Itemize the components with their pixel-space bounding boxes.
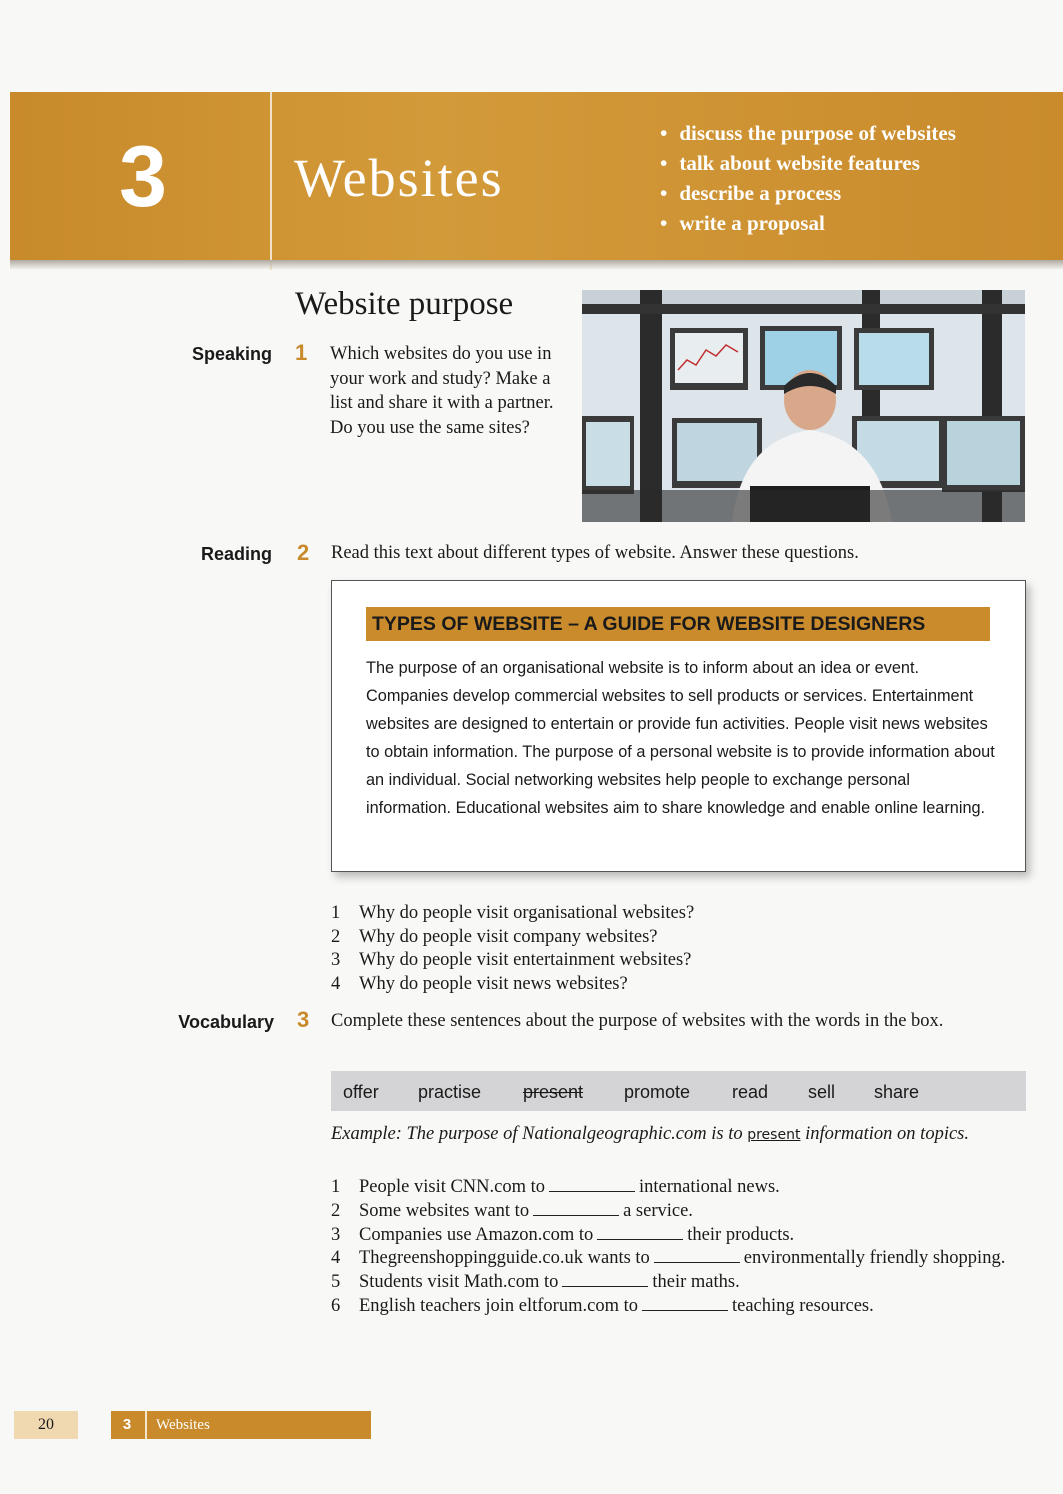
reading-box-text: The purpose of an organisational website is to inform about an idea or event. Companies develop commercial websites to sell products or services. Entertainment websites are designed to entertain or provide fun activities. People visit news websites to obtain information. The purpose of a personal website is to provide information about an individual. Social networking websites help people to exchange personal information. Educational websites aim to share knowledge and enable online learning.: [366, 659, 995, 817]
sentence-number: 1: [331, 1177, 341, 1197]
question-number: 1: [331, 903, 341, 923]
sentence-number: 3: [331, 1224, 341, 1245]
sentence-after: international news.: [639, 1177, 780, 1197]
sentence-after: a service.: [623, 1200, 693, 1221]
list-item: [331, 1200, 1021, 1224]
list-item: [331, 1271, 1021, 1295]
list-item: [331, 1295, 1021, 1319]
word-item: promote: [624, 1082, 691, 1102]
photo-illustration: [582, 290, 1025, 522]
reading-label: Reading: [200, 544, 272, 564]
list-item: [331, 1176, 1021, 1200]
question-text: Why do people visit company websites?: [359, 926, 658, 947]
list-item: [331, 1247, 1021, 1271]
objective-item: • describe a process: [660, 178, 956, 208]
trading-desk-photo: [582, 290, 1025, 522]
footer-bar: [111, 1411, 371, 1439]
gap-fill-sentences: [331, 1176, 1021, 1319]
exercise-number: 2: [297, 540, 310, 565]
header-divider: [270, 92, 272, 270]
reading-box-title: TYPES OF WEBSITE – A GUIDE FOR WEBSITE DESIGNERS: [366, 607, 990, 641]
question-text: Why do people visit organisational websites?: [359, 903, 695, 923]
sentence-before: Some websites want to: [359, 1200, 530, 1221]
exercise-number: 1: [295, 340, 308, 365]
question-number: 3: [331, 950, 341, 970]
page-number: 20: [14, 1411, 78, 1439]
sentence-after: their products.: [687, 1224, 795, 1245]
question-text: Why do people visit entertainment websites?: [359, 950, 692, 970]
header-shadow: [10, 260, 1063, 270]
reading-instruction: Read this text about different types of website. Answer these questions.: [331, 543, 859, 563]
answer-blank[interactable]: [562, 1272, 648, 1287]
unit-title: Websites: [294, 148, 504, 208]
answer-blank[interactable]: [597, 1225, 683, 1240]
sentence-number: 2: [331, 1200, 341, 1221]
list-item: [331, 926, 694, 950]
list-item: [331, 1224, 1021, 1248]
exercise-number: 3: [297, 1007, 310, 1032]
list-item: [331, 949, 694, 973]
sentence-number: 4: [331, 1248, 341, 1269]
example-suffix: information on topics.: [805, 1124, 969, 1144]
word-item: share: [874, 1082, 920, 1102]
answer-blank[interactable]: [549, 1177, 635, 1192]
sentence-before: People visit CNN.com to: [359, 1177, 546, 1197]
answer-blank[interactable]: [533, 1201, 619, 1216]
word-item: sell: [808, 1082, 836, 1102]
question-number: 4: [331, 973, 341, 994]
word-item: read: [732, 1082, 769, 1102]
speaking-label: Speaking: [191, 344, 272, 364]
word-box: [331, 1071, 1026, 1111]
unit-number: 3: [119, 129, 167, 225]
answer-blank[interactable]: [654, 1248, 740, 1263]
answer-blank[interactable]: [642, 1296, 728, 1311]
word-item: offer: [343, 1082, 379, 1102]
word-item: practise: [418, 1082, 482, 1102]
objective-item: • talk about website features: [660, 148, 956, 178]
footer-unit-number: 3: [122, 1416, 132, 1433]
speaking-instruction: Which websites do you use in your work and study? Make a list and share it with a partner. Do you use the same sites?: [330, 344, 554, 438]
objective-item: • write a proposal: [660, 208, 956, 238]
sentence-before: Thegreenshoppingguide.co.uk wants to: [359, 1248, 650, 1269]
question-number: 2: [331, 926, 341, 947]
list-item: [331, 902, 694, 926]
sentence-number: 5: [331, 1272, 341, 1293]
footer-unit-title: Websites: [156, 1417, 210, 1433]
list-item: [331, 973, 694, 997]
reading-questions: [331, 902, 694, 996]
word-item-used: present: [523, 1082, 584, 1102]
question-text: Why do people visit news websites?: [359, 973, 628, 994]
sentence-before: Companies use Amazon.com to: [359, 1224, 594, 1245]
sentence-after: their maths.: [652, 1272, 740, 1293]
footer-divider: [145, 1411, 147, 1439]
section-title: Website purpose: [295, 286, 514, 322]
vocabulary-label: Vocabulary: [178, 1012, 274, 1032]
sentence-after: teaching resources.: [731, 1295, 874, 1316]
sentence-after: environmentally friendly shopping.: [743, 1248, 1006, 1269]
example-sentence: [331, 1122, 1021, 1147]
example-prefix: Example: The purpose of Nationalgeographic.com is to: [331, 1124, 743, 1144]
sentence-before: English teachers join eltforum.com to: [359, 1295, 638, 1316]
example-answer: present: [747, 1127, 801, 1143]
objective-item: • discuss the purpose of websites: [660, 118, 956, 148]
sentence-number: 6: [331, 1295, 341, 1316]
unit-objectives: [660, 118, 956, 238]
vocabulary-instruction: Complete these sentences about the purpose of websites with the words in the box.: [331, 1011, 944, 1031]
sentence-before: Students visit Math.com to: [359, 1272, 559, 1293]
